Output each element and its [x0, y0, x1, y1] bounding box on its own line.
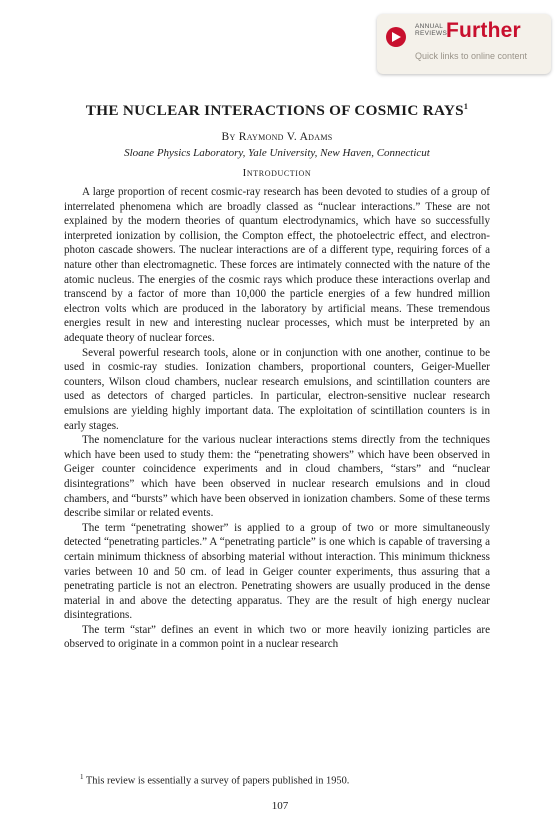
annual-reviews-logo [415, 23, 447, 37]
body-paragraph: The term “star” defines an event in which two or more heavily ionizing particles are observed to originate in a common point in a nuclear research [64, 623, 490, 651]
brand-line-1: ANNUAL [415, 23, 444, 30]
article-page [64, 98, 490, 652]
title-footnote-marker[interactable]: 1 [463, 102, 469, 111]
author-affiliation: Sloane Physics Laboratory, Yale University, New Haven, Connecticut [124, 147, 430, 160]
body-paragraph: Several powerful research tools, alone or in conjunction with one another, continue to be used in cosmic-ray studies. Ionization chambers, proportional counters, Geiger-Mueller counters, Wilson cloud chambers, nuclear research emulsions, and scintillation counters are used as detectors of charged particles. In particular, electron-sensitive nuclear research emulsions are yielding highly important data. The exploitation of scintillation counters is in early stages. [64, 346, 490, 432]
section-heading: Introduction [242, 167, 312, 180]
author-byline: By Raymond V. Adams [221, 131, 333, 144]
article-title-text: THE NUCLEAR INTERACTIONS OF COSMIC RAYS [85, 102, 464, 120]
play-arrow-icon [386, 27, 406, 47]
footnote [80, 771, 490, 787]
footnote-marker: 1 [80, 773, 84, 781]
further-links-badge[interactable] [377, 14, 551, 74]
footnote-text: This review is essentially a survey of papers published in 1950. [85, 775, 350, 787]
article-title [64, 98, 490, 120]
badge-title: Further [446, 19, 521, 42]
badge-subtitle: Quick links to online content [415, 51, 528, 61]
brand-line-2: REVIEWS [415, 30, 448, 37]
body-paragraph: A large proportion of recent cosmic-ray research has been devoted to studies of a group of interrelated phenomena which are broadly classed as “nuclear interactions.” These are not explained by the modern theories of quantum electrodynamics, which have so successfully interpreted ionization by collision, the Compton effect, the photoelectric effect, and electron-photon cascade showers. The nuclear interactions are of a different type, requiring forces of a nature other than electromagnetic. These forces are intimately connected with the nature of the atomic nucleus. The energies of the cosmic rays which produce these interactions overlap and transcend by a factor of more than 10,000 the particle energies of a few hundred million electron volts which are produced in the laboratory by artificial means. These tremendous energies result in new and interesting nuclear processes, which must be interpreted by an adequate theory of nuclear forces. [64, 186, 490, 344]
page-number: 107 [271, 800, 289, 812]
body-paragraph: The term “penetrating shower” is applied to a group of two or more simultaneously detected “penetrating particles.” A “penetrating particle” is one which is capable of traversing a certain minimum thickness of absorbing material without interaction. This minimum thickness varies between 10 and 50 cm. of lead in Geiger counter experiments, thus assuring that a penetrating particle is not an electron. Penetrating showers are usually produced in the dense material in and above the detecting apparatus. They are the result of high energy nuclear disintegrations. [64, 521, 490, 622]
body-paragraph: The nomenclature for the various nuclear interactions stems directly from the techniques which have been used to study them: the “penetrating showers” which have been observed in Geiger counter coincidence experiments and in cloud chambers, “stars” and “nuclear disintegrations” which have been observed in nuclear research emulsions and in cloud chambers, and “bursts” which have been observed in ionization chambers. Some of these terms describe similar or related events. [64, 434, 490, 520]
